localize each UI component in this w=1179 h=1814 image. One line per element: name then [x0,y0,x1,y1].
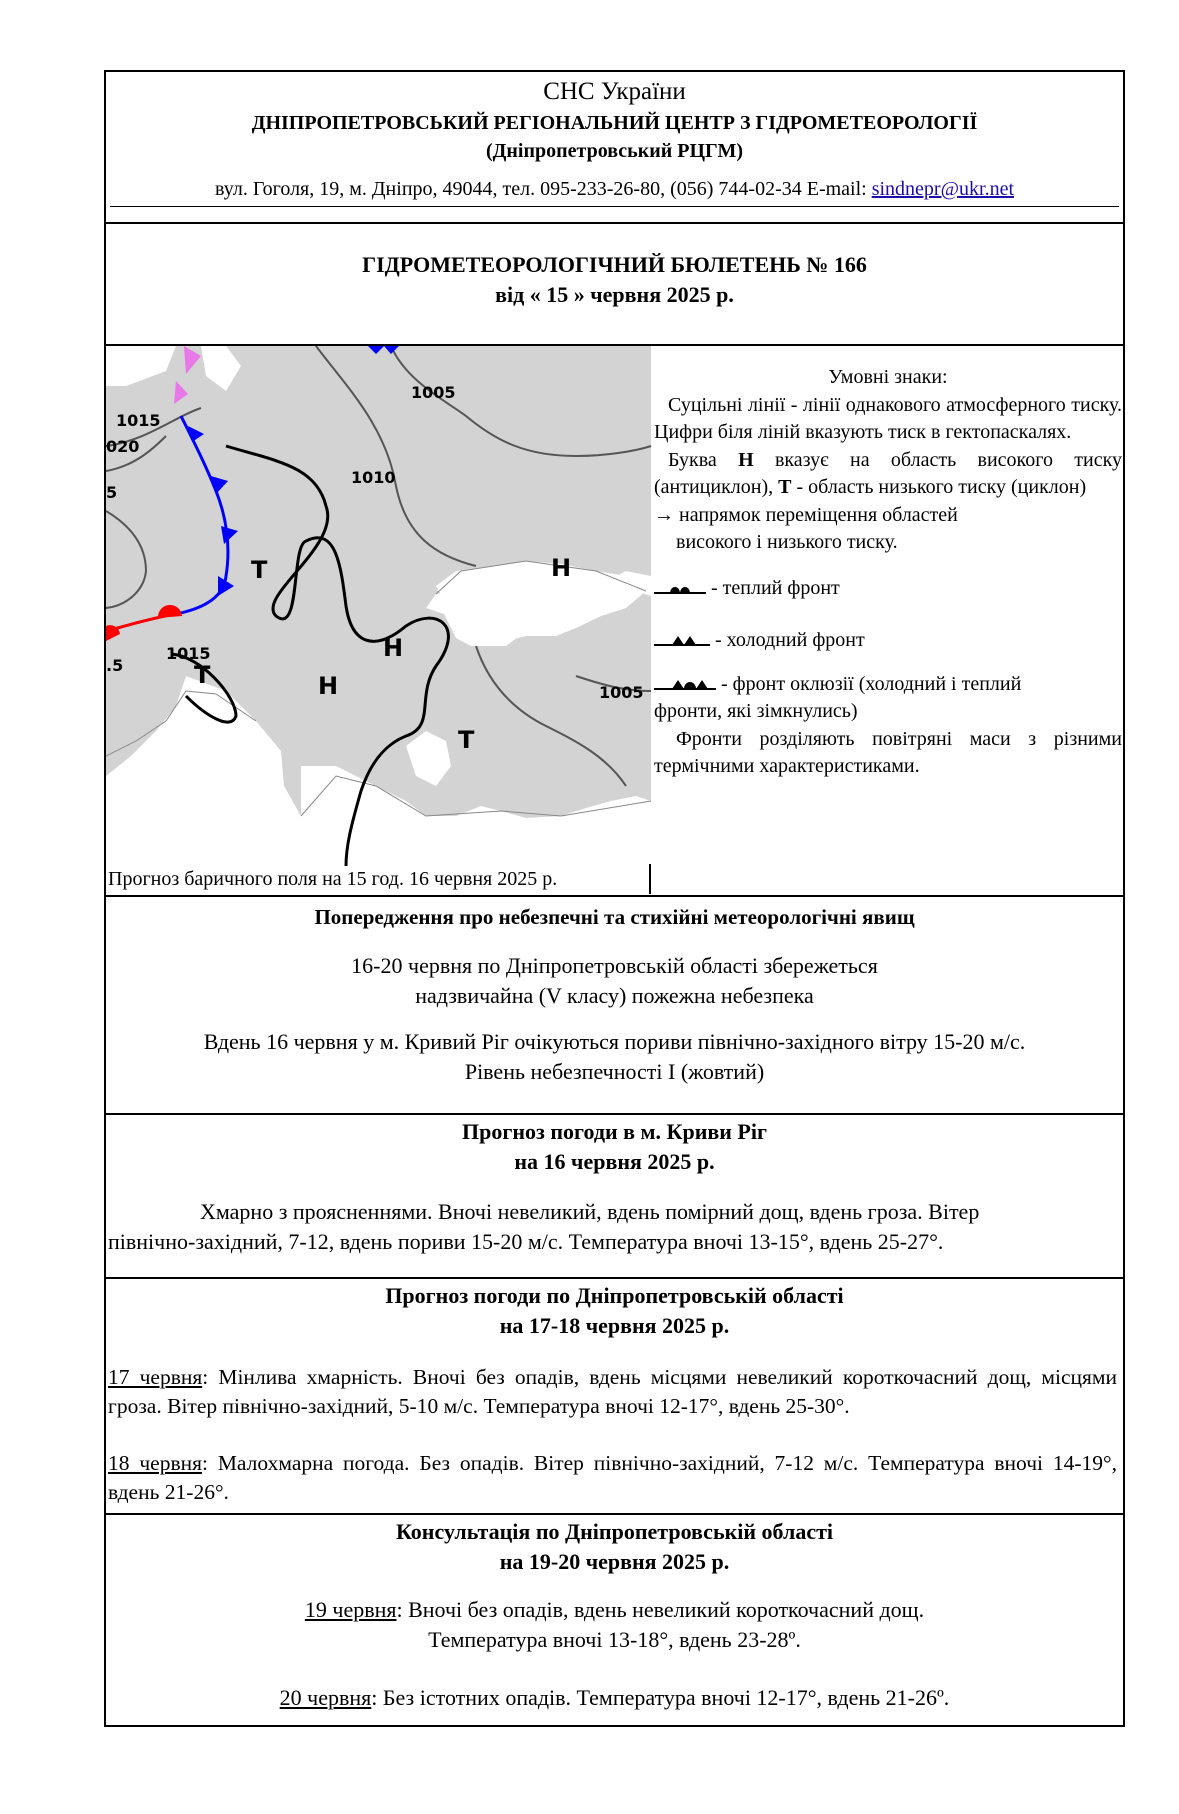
warning-line-3: Вдень 16 червня у м. Кривий Ріг очікуються пориви північно-західного вітру 15-20 м/с. [203,1029,1026,1054]
legend-pressure [654,447,1122,502]
region-day-17 [108,1363,1117,1420]
low-center-3: Т [458,726,475,754]
pressure-label-020: 020 [106,437,140,456]
consultation-day-20 [106,1685,1123,1711]
region-day-18-label: 18 червня [108,1451,202,1475]
high-center-3: Н [318,672,339,700]
legend-cold-front-text: - холодний фронт [710,629,865,651]
warnings-title: Попередження про небезпечні та стихійні метеорологічні явищ [314,905,915,929]
legend-pressure-h: Н [738,448,754,471]
consultation-day-19-temp: Температура вночі 13-18°, вдень 23-28º. [428,1627,801,1652]
address-line [106,178,1123,201]
region-title-1: Прогноз погоди по Дніпропетровській області [385,1283,844,1308]
header-section [106,72,1123,224]
consultation-day-20-label: 20 червня [279,1685,372,1710]
pressure-label-dot5: .5 [106,656,124,675]
region-day-18 [108,1449,1117,1506]
header-rule [110,206,1119,207]
low-center-2: Т [194,661,211,689]
high-center-2: Н [383,634,404,662]
warnings-section [106,897,1123,1115]
legend-fronts: Фронти розділяють повітряні маси з різними термічними характеристиками. [654,727,1122,777]
warning-line-2: надзвичайна (V класу) пожежна небезпека [415,983,814,1008]
pressure-label-5: 5 [106,483,118,502]
email-link[interactable]: sindnepr@ukr.net [871,178,1015,200]
legend-cold-front [654,627,1122,655]
consultation-title-1: Консультація по Дніпропетровській області [395,1519,834,1544]
warm-front-symbol [654,579,706,599]
occlusion-symbol [654,675,716,695]
region-section [106,1279,1123,1515]
legend-title: Умовні знаки: [828,366,948,388]
kryvyi-rih-title-2: на 16 червня 2025 р. [514,1149,715,1174]
consultation-day-19 [106,1597,1123,1623]
low-center-1: Т [251,556,268,584]
bulletin-title: ГІДРОМЕТЕОРОЛОГІЧНИЙ БЮЛЕТЕНЬ № 166 [362,252,867,277]
map-section [106,346,1123,897]
legend-occlusion [654,671,1122,699]
legend-occlusion-text-2: фронти, які зімкнулись) [654,700,858,722]
legend-pressure-post: - область низького тиску (циклон) [791,476,1087,498]
legend-pressure-t: Т [778,476,792,498]
consultation-title-2: на 19-20 червня 2025 р. [499,1549,730,1574]
warning-line-4: Рівень небезпечності І (жовтий) [464,1059,765,1084]
org-line-1: СНС України [543,78,686,105]
region-title-2: на 17-18 червня 2025 р. [499,1313,730,1338]
cold-front-symbol [654,631,710,651]
region-day-18-text: : Малохмарна погода. Без опадів. Вітер північно-західний, 7-12 м/с. Температура вночі 14-19°, вдень 21-26°. [108,1451,1117,1504]
synoptic-map [106,346,656,866]
pressure-label-1010: 1010 [351,468,396,487]
kryvyi-rih-text-2: північно-західний, 7-12, вдень пориви 15-20 м/с. Температура вночі 13-15°, вдень 25-27°. [108,1229,944,1254]
legend-occlusion-text-1: - фронт оклюзії (холодний і теплий [716,672,1022,695]
kryvyi-rih-title-1: Прогноз погоди в м. Криви Ріг [462,1119,767,1144]
bulletin-page [104,70,1125,1727]
high-center-1: Н [551,554,572,582]
legend-direction-1: → напрямок переміщення областей [654,503,958,526]
org-line-3: (Дніпропетровський РЦГМ) [485,140,744,162]
bulletin-date: від « 15 » червня 2025 р. [495,282,734,307]
legend-pressure-mid: вказує на область високого тиску (антициклон), [654,448,1122,498]
map-legend [654,364,1122,781]
map-caption: Прогноз баричного поля на 15 год. 16 червня 2025 р. [108,868,558,890]
region-day-17-text: : Мінлива хмарність. Вночі без опадів, вдень місцями невеликий короткочасний дощ, місцями гроза. Вітер північно-західний, 5-10 м/с. Температура вночі 12-17°, вдень 25-30°. [108,1365,1118,1418]
consultation-day-20-text: : Без істотних опадів. Температура вночі 12-17°, вдень 21-26º. [371,1685,950,1710]
kryvyi-rih-section [106,1115,1123,1279]
pressure-label-1015-south: 1015 [166,644,211,663]
legend-pressure-pre: Буква [668,448,739,471]
consultation-day-19-text: : Вночі без опадів, вдень невеликий короткочасний дощ. [396,1597,925,1622]
legend-direction-2: високого і низького тиску. [676,531,898,553]
pressure-label-1005-north: 1005 [411,383,456,402]
region-day-17-label: 17 червня [108,1365,203,1389]
pressure-map [106,346,656,866]
consultation-day-19-label: 19 червня [304,1597,397,1622]
org-line-2: ДНІПРОПЕТРОВСЬКИЙ РЕГІОНАЛЬНИЙ ЦЕНТР З ГІДРОМЕТЕОРОЛОГІЇ [251,112,978,134]
consultation-section [106,1515,1123,1725]
title-section [106,224,1123,346]
pressure-label-1005-east: 1005 [599,683,644,702]
pressure-label-1015-west: 1015 [116,411,161,430]
kryvyi-rih-text-1: Хмарно з проясненнями. Вночі невеликий, вдень помірний дощ, вдень гроза. Вітер [200,1199,980,1224]
map-caption-bar [649,864,651,894]
address-text: вул. Гоголя, 19, м. Дніпро, 49044, тел. 095-233-26-80, (056) 744-02-34 E-mail: [214,178,872,200]
legend-warm-front [654,575,1122,603]
legend-warm-front-text: - теплий фронт [706,576,840,599]
legend-isobars: Суцільні лінії - лінії однакового атмосферного тиску. Цифри біля ліній вказують тиск в гектопаскалях. [654,393,1122,443]
warning-line-1: 16-20 червня по Дніпропетровській області збережеться [351,953,878,978]
